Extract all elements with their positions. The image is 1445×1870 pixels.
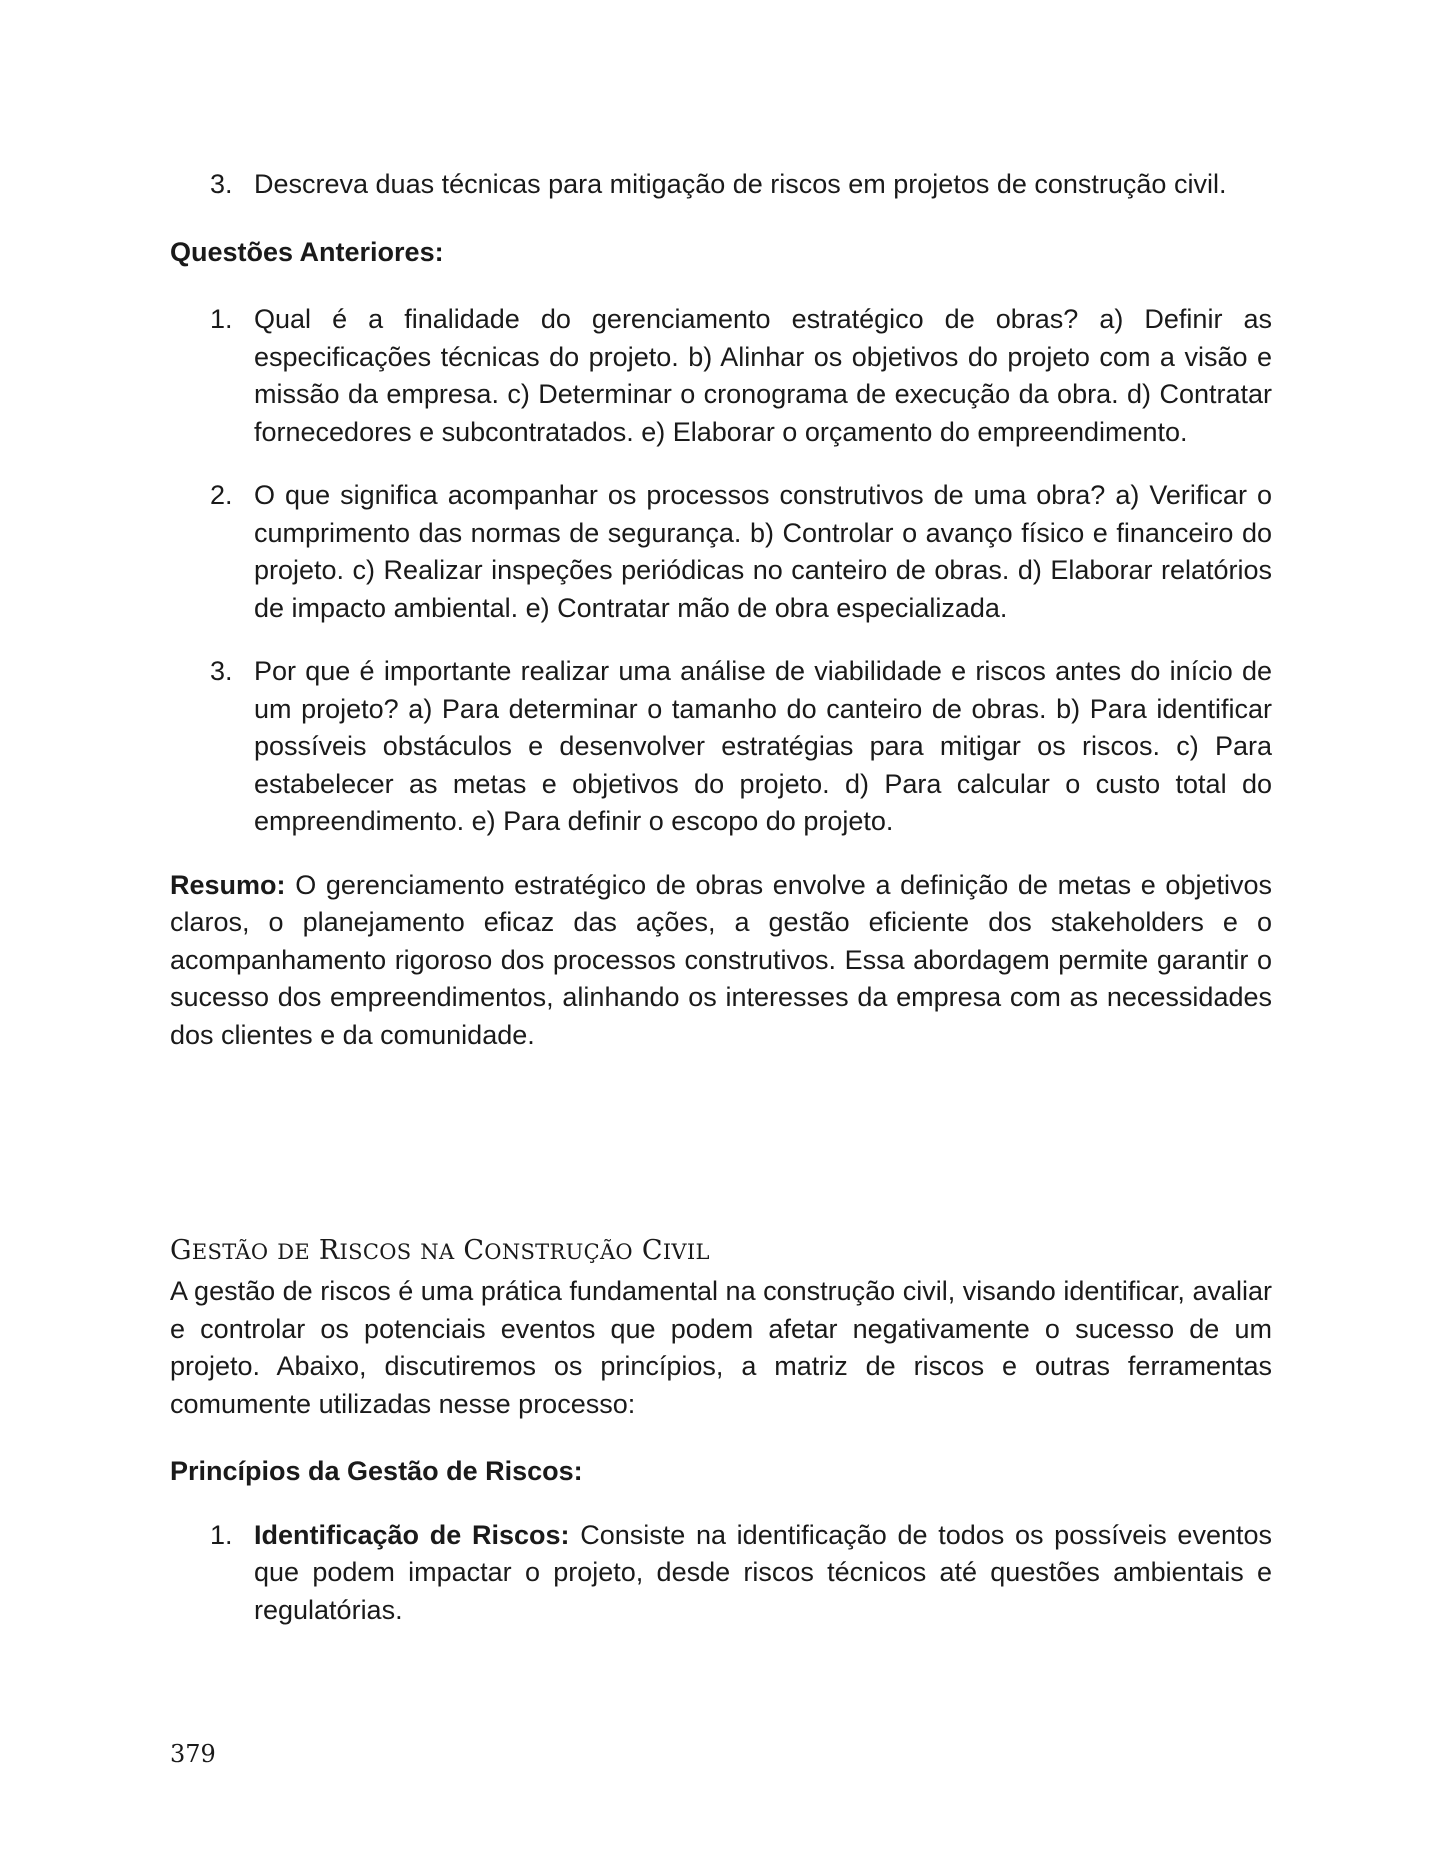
title-word: RISCOS [318, 1235, 412, 1266]
question-text: Por que é importante realizar uma análise de viabilidade e riscos antes do início de um projeto? a) Para determinar o tamanho do canteiro de obras. b) Para identificar possíveis obstáculos e desenvolver estratégias para mitigar os riscos. c) Para estabelecer as metas e objetivos do projeto. d) Para calcular o custo total do empreendimento. e) Para definir o escopo do projeto. [254, 656, 1272, 836]
question-item [170, 477, 1272, 627]
list-item-text: Descreva duas técnicas para mitigação de riscos em projetos de construção civil. [254, 169, 1227, 199]
title-word: DE [277, 1240, 311, 1264]
principle-text: Consiste na identificação de todos os possíveis eventos que podem impactar o projeto, desde riscos técnicos até questões ambientais e regulatórias. [254, 1519, 1272, 1625]
question-text: Qual é a finalidade do gerenciamento estratégico de obras? a) Definir as especificações técnicas do projeto. b) Alinhar os objetivos do projeto com a visão e missão da empresa. c) Determinar o cronograma de execução da obra. d) Contratar fornecedores e subcontratados. e) Elaborar o orçamento do empreendimento. [254, 304, 1272, 447]
list-item [170, 166, 1272, 204]
title-word: CIVIL [641, 1235, 710, 1266]
question-item [170, 301, 1272, 451]
summary-paragraph [170, 867, 1272, 1055]
page-content [170, 166, 1272, 1629]
title-word: GESTÃO [170, 1235, 269, 1266]
previous-questions-heading: Questões Anteriores: [170, 236, 444, 267]
section-title [170, 1232, 1272, 1271]
question-text: O que significa acompanhar os processos construtivos de uma obra? a) Verificar o cumprimento das normas de segurança. b) Controlar o avanço físico e financeiro do projeto. c) Realizar inspeções periódicas no canteiro de obras. d) Elaborar relatórios de impacto ambiental. e) Contratar mão de obra especializada. [254, 480, 1272, 623]
page-number: 379 [170, 1740, 216, 1768]
title-word: NA [420, 1240, 455, 1264]
question-number: 2. [210, 480, 233, 510]
question-item [170, 653, 1272, 841]
principle-item [170, 1517, 1272, 1630]
summary-label: Resumo: [170, 869, 286, 900]
summary-text: O gerenciamento estratégico de obras envolve a definição de metas e objetivos claros, o planejamento eficaz das ações, a gestão eficiente dos stakeholders e o acompanhamento rigoroso dos processos construtivos. Essa abordagem permite garantir o sucesso dos empreendimentos, alinhando os interesses da empresa com as necessidades dos clientes e da comunidade. [170, 869, 1272, 1050]
question-number: 3. [210, 656, 233, 686]
section-intro: A gestão de riscos é uma prática fundamental na construção civil, visando identificar, avaliar e controlar os potenciais eventos que podem afetar negativamente o sucesso de um projeto. Abaixo, discutiremos os princípios, a matriz de riscos e outras ferramentas comumente utilizadas nesse processo: [170, 1276, 1272, 1419]
principle-number: 1. [210, 1519, 233, 1550]
principles-heading: Princípios da Gestão de Riscos: [170, 1456, 583, 1486]
list-item-number: 3. [210, 169, 233, 199]
principle-label: Identificação de Riscos: [254, 1519, 570, 1550]
question-number: 1. [210, 304, 233, 334]
title-word: CONSTRUÇÃO [463, 1235, 633, 1266]
